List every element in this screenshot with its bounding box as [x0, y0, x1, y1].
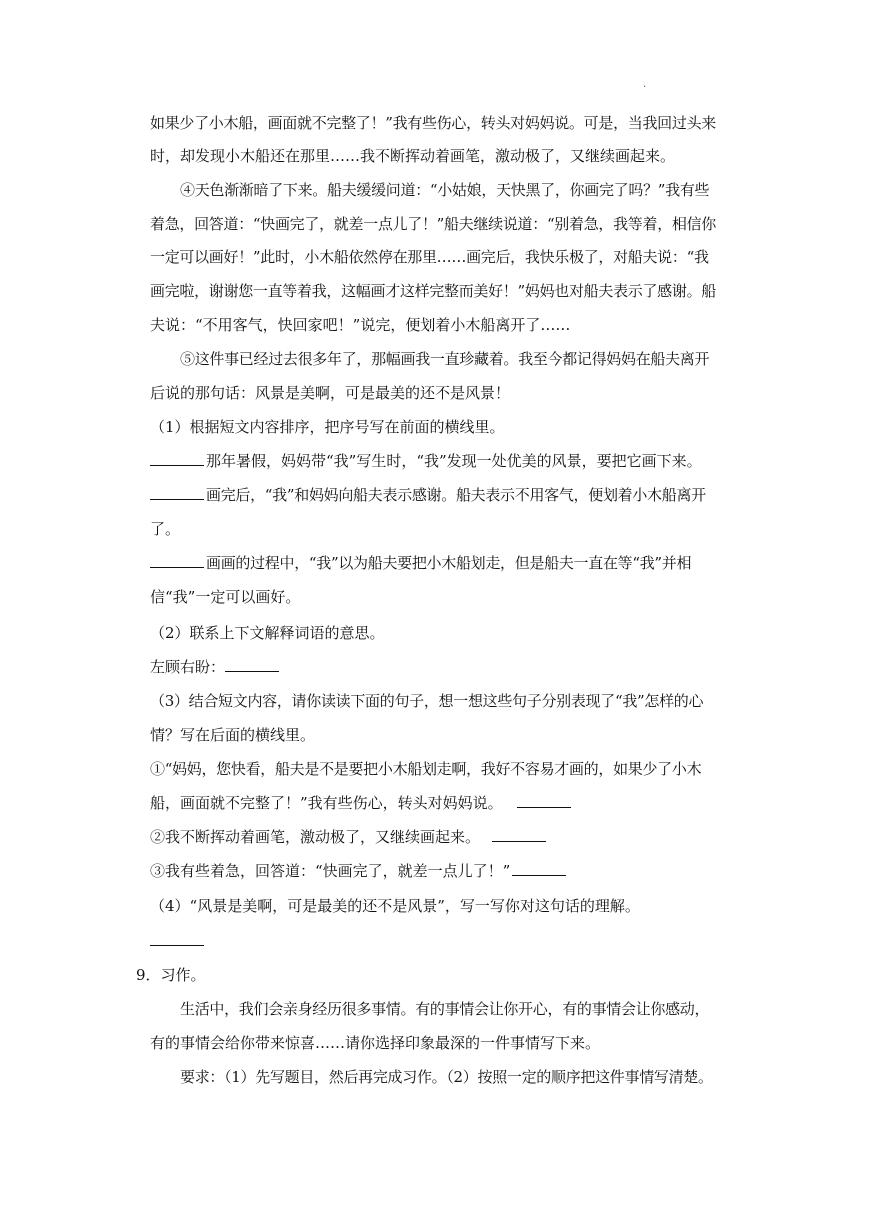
page-mark: . [643, 79, 647, 90]
sentence-3: ③我有些着急，回答道：“快画完了，就差一点儿了！” [150, 860, 740, 882]
answer-blank[interactable] [150, 931, 204, 946]
question-2-prompt: （2）联系上下文解释词语的意思。 [150, 624, 385, 642]
paragraph-4-line: 画完啦，谢谢您一直等着我，这幅画才这样完整而美好！”妈妈也对船夫表示了感谢。船 [150, 282, 716, 300]
answer-blank[interactable] [512, 861, 566, 876]
question-1-prompt: （1）根据短文内容排序，把序号写在前面的横线里。 [150, 418, 505, 436]
paragraph-5-line: ⑤这件事已经过去很多年了，那幅画我一直珍藏着。我至今都记得妈妈在船夫离开 [180, 350, 710, 368]
question-9-paragraph: 生活中，我们会亲身经历很多事情。有的事情会让你开心，有的事情会让你感动， [180, 1000, 710, 1018]
paragraph-4-line: 夫说：“不用客气，快回家吧！”说完，便划着小木船离开了…… [150, 316, 571, 334]
answer-blank[interactable] [150, 451, 204, 466]
sentence-1: ①“妈妈，您快看，船夫是不是要把小木船划走啊，我好不容易才画的，如果少了小木 [150, 760, 702, 778]
order-item: 画画的过程中，“我”以为船夫要把小木船划走，但是船夫一直在等“我”并相 [150, 552, 740, 574]
question-9-paragraph: 有的事情会给你带来惊喜……请你选择印象最深的一件事情写下来。 [150, 1034, 601, 1052]
order-item: 那年暑假，妈妈带“我”写生时，“我”发现一处优美的风景，要把它画下来。 [150, 450, 740, 472]
order-item-continuation: 了。 [150, 520, 181, 538]
question-4-answer [150, 930, 740, 952]
answer-blank[interactable] [150, 553, 204, 568]
question-9-label: 9．习作。 [136, 966, 206, 984]
vocab-item: 左顾右盼： [150, 656, 740, 678]
paragraph-4-line: 着急，回答道：“快画完了，就差一点儿了！”船夫继续说道：“别着急，我等着，相信你 [150, 215, 717, 233]
answer-blank[interactable] [492, 827, 546, 842]
sentence-2: ②我不断挥动着画笔，激动极了，又继续画起来。 [150, 826, 740, 848]
passage-line: 如果少了小木船，画面就不完整了！”我有些伤心，转头对妈妈说。可是，当我回过头来 [150, 114, 716, 132]
answer-blank[interactable] [517, 793, 571, 808]
paragraph-4-line: ④天色渐渐暗了下来。船夫缓缓问道：“小姑娘，天快黑了，你画完了吗？”我有些 [180, 181, 710, 199]
order-item: 画完后，“我”和妈妈向船夫表示感谢。船夫表示不用客气，便划着小木船离开 [150, 484, 740, 506]
answer-blank[interactable] [150, 485, 204, 500]
sentence-1: 船，画面就不完整了！”我有些伤心，转头对妈妈说。 [150, 792, 740, 814]
question-3-prompt: （3）结合短文内容，请你读读下面的句子，想一想这些句子分别表现了“我”怎样的心 [150, 692, 704, 710]
answer-blank[interactable] [225, 657, 279, 672]
order-item-continuation: 信“我”一定可以画好。 [150, 588, 301, 606]
question-4-prompt: （4）“风景是美啊，可是最美的还不是风景”，写一写你对这句话的理解。 [150, 897, 640, 915]
question-3-prompt: 情？写在后面的横线里。 [150, 726, 316, 744]
paragraph-4-line: 一定可以画好！”此时，小木船依然停在那里……画完后，我快乐极了，对船夫说：“我 [150, 248, 709, 266]
passage-line: 时，却发现小木船还在那里……我不断挥动着画笔，激动极了，又继续画起来。 [150, 147, 676, 165]
paragraph-5-line: 后说的那句话：风景是美啊，可是最美的还不是风景！ [150, 384, 511, 402]
question-9-requirements: 要求：（1）先写题目，然后再完成习作。（2）按照一定的顺序把这件事情写清楚。 [180, 1068, 713, 1086]
